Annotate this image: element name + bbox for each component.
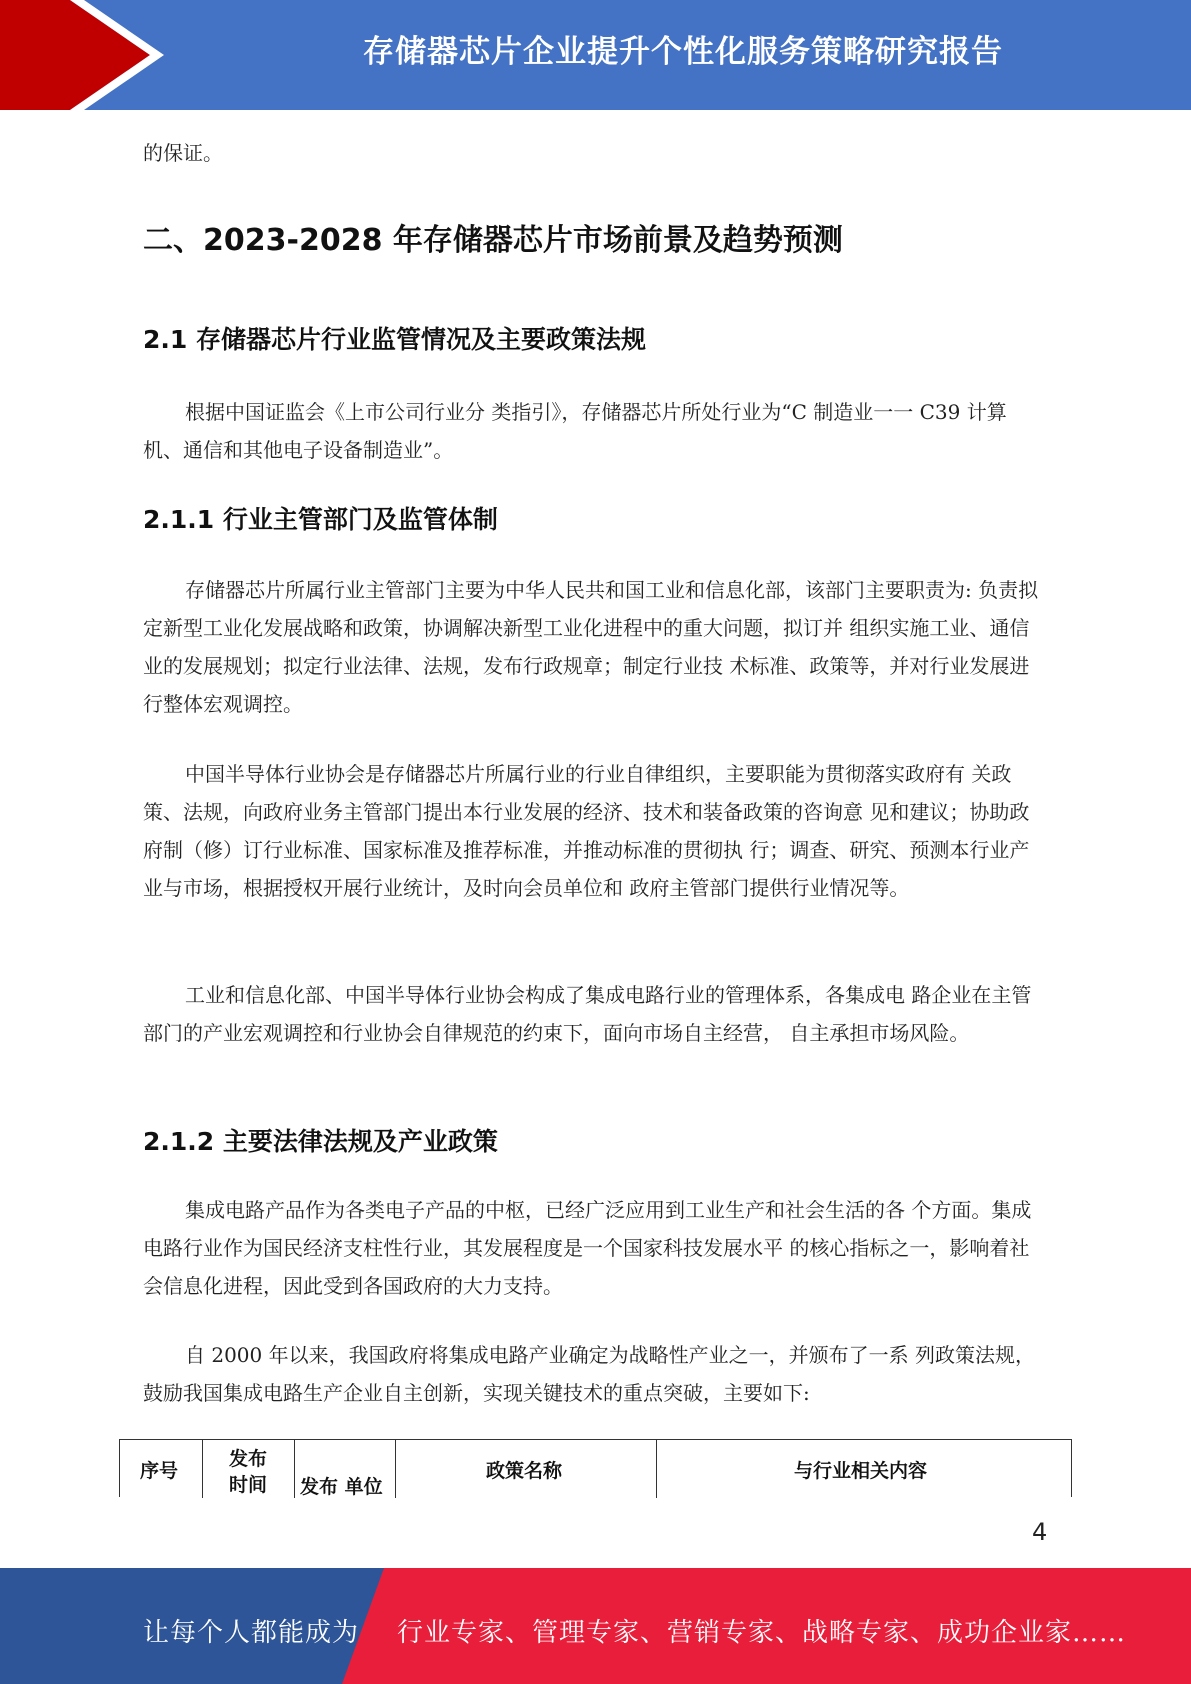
subsection-title-2-1-2: 2.1.2 主要法律法规及产业政策 bbox=[143, 1127, 498, 1156]
header-title: 存储器芯片企业提升个性化服务策略研究报告 bbox=[363, 34, 1003, 70]
table-header-cell-date: 发布 时间 bbox=[203, 1440, 295, 1498]
footer-slogan-left: 让每个人都能成为 bbox=[143, 1618, 360, 1648]
page-footer bbox=[0, 1568, 1191, 1684]
subsection-title-2-1: 2.1 存储器芯片行业监管情况及主要政策法规 bbox=[143, 325, 646, 354]
subsection-title-2-1-1: 2.1.1 行业主管部门及监管体制 bbox=[143, 505, 498, 534]
table-header-cell-content: 与行业相关内容 bbox=[794, 1460, 928, 1482]
page-header bbox=[0, 0, 1191, 110]
footer-slogan-right: 行业专家、管理专家、营销专家、战略专家、成功企业家…… bbox=[397, 1618, 1127, 1648]
paragraph-association: 中国半导体行业协会是存储器芯片所属行业的行业自律组织，主要职能为贯彻落实政府有 关政策、法规，向政府业务主管部门提出本行业发展的经济、技术和装备政策的咨询意 见和建议；协助政府制（修）订行业标准、国家标准及推荐标准，并推动标准的贯彻执 行；调查、研究、预测本行业产业与市场，根据授权开展行业统计，及时向会员单位和 政府主管部门提供行业情况等。 bbox=[143, 762, 1030, 900]
table-header-cell-index: 序号 bbox=[120, 1440, 203, 1498]
section-title: 二、2023-2028 年存储器芯片市场前景及趋势预测 bbox=[143, 223, 843, 258]
table-header-cell-issuer: 发布 单位 bbox=[295, 1440, 396, 1498]
paragraph-policy-intro: 自 2000 年以来，我国政府将集成电路产业确定为战略性产业之一，并颁布了一系 列政策法规，鼓励我国集成电路生产企业自主创新，实现关键技术的重点突破，主要如下: bbox=[143, 1343, 1035, 1405]
paragraph-management-system: 工业和信息化部、中国半导体行业协会构成了集成电路行业的管理体系，各集成电 路企业在主管部门的产业宏观调控和行业协会自律规范的约束下，面向市场自主经营， 自主承担市场风险。 bbox=[143, 983, 1032, 1045]
page-number: 4 bbox=[1032, 1518, 1048, 1546]
paragraph-ic-importance: 集成电路产品作为各类电子产品的中枢，已经广泛应用到工业生产和社会生活的各 个方面。集成电路行业作为国民经济支柱性行业，其发展程度是一个国家科技发展水平 的核心指标之一，影响着社会信息化进程，因此受到各国政府的大力支持。 bbox=[143, 1198, 1032, 1298]
paragraph-continuation: 的保证。 bbox=[143, 141, 223, 165]
table-header-cell-policy-name: 政策名称 bbox=[396, 1440, 657, 1498]
policy-table-header bbox=[119, 1439, 1072, 1497]
paragraph-industry-classification: 根据中国证监会《上市公司行业分 类指引》，存储器芯片所处行业为“C 制造业一一 C39 计算机、通信和其他电子设备制造业”。 bbox=[143, 400, 1007, 462]
paragraph-regulator: 存储器芯片所属行业主管部门主要为中华人民共和国工业和信息化部，该部门主要职责为: 负责拟定新型工业化发展战略和政策，协调解决新型工业化进程中的重大问题，拟订并 组织实施工业、通信业的发展规划；拟定行业法律、法规，发布行政规章；制定行业技 术标准、政策等，并对行业发展进行整体宏观调控。 bbox=[143, 578, 1039, 716]
